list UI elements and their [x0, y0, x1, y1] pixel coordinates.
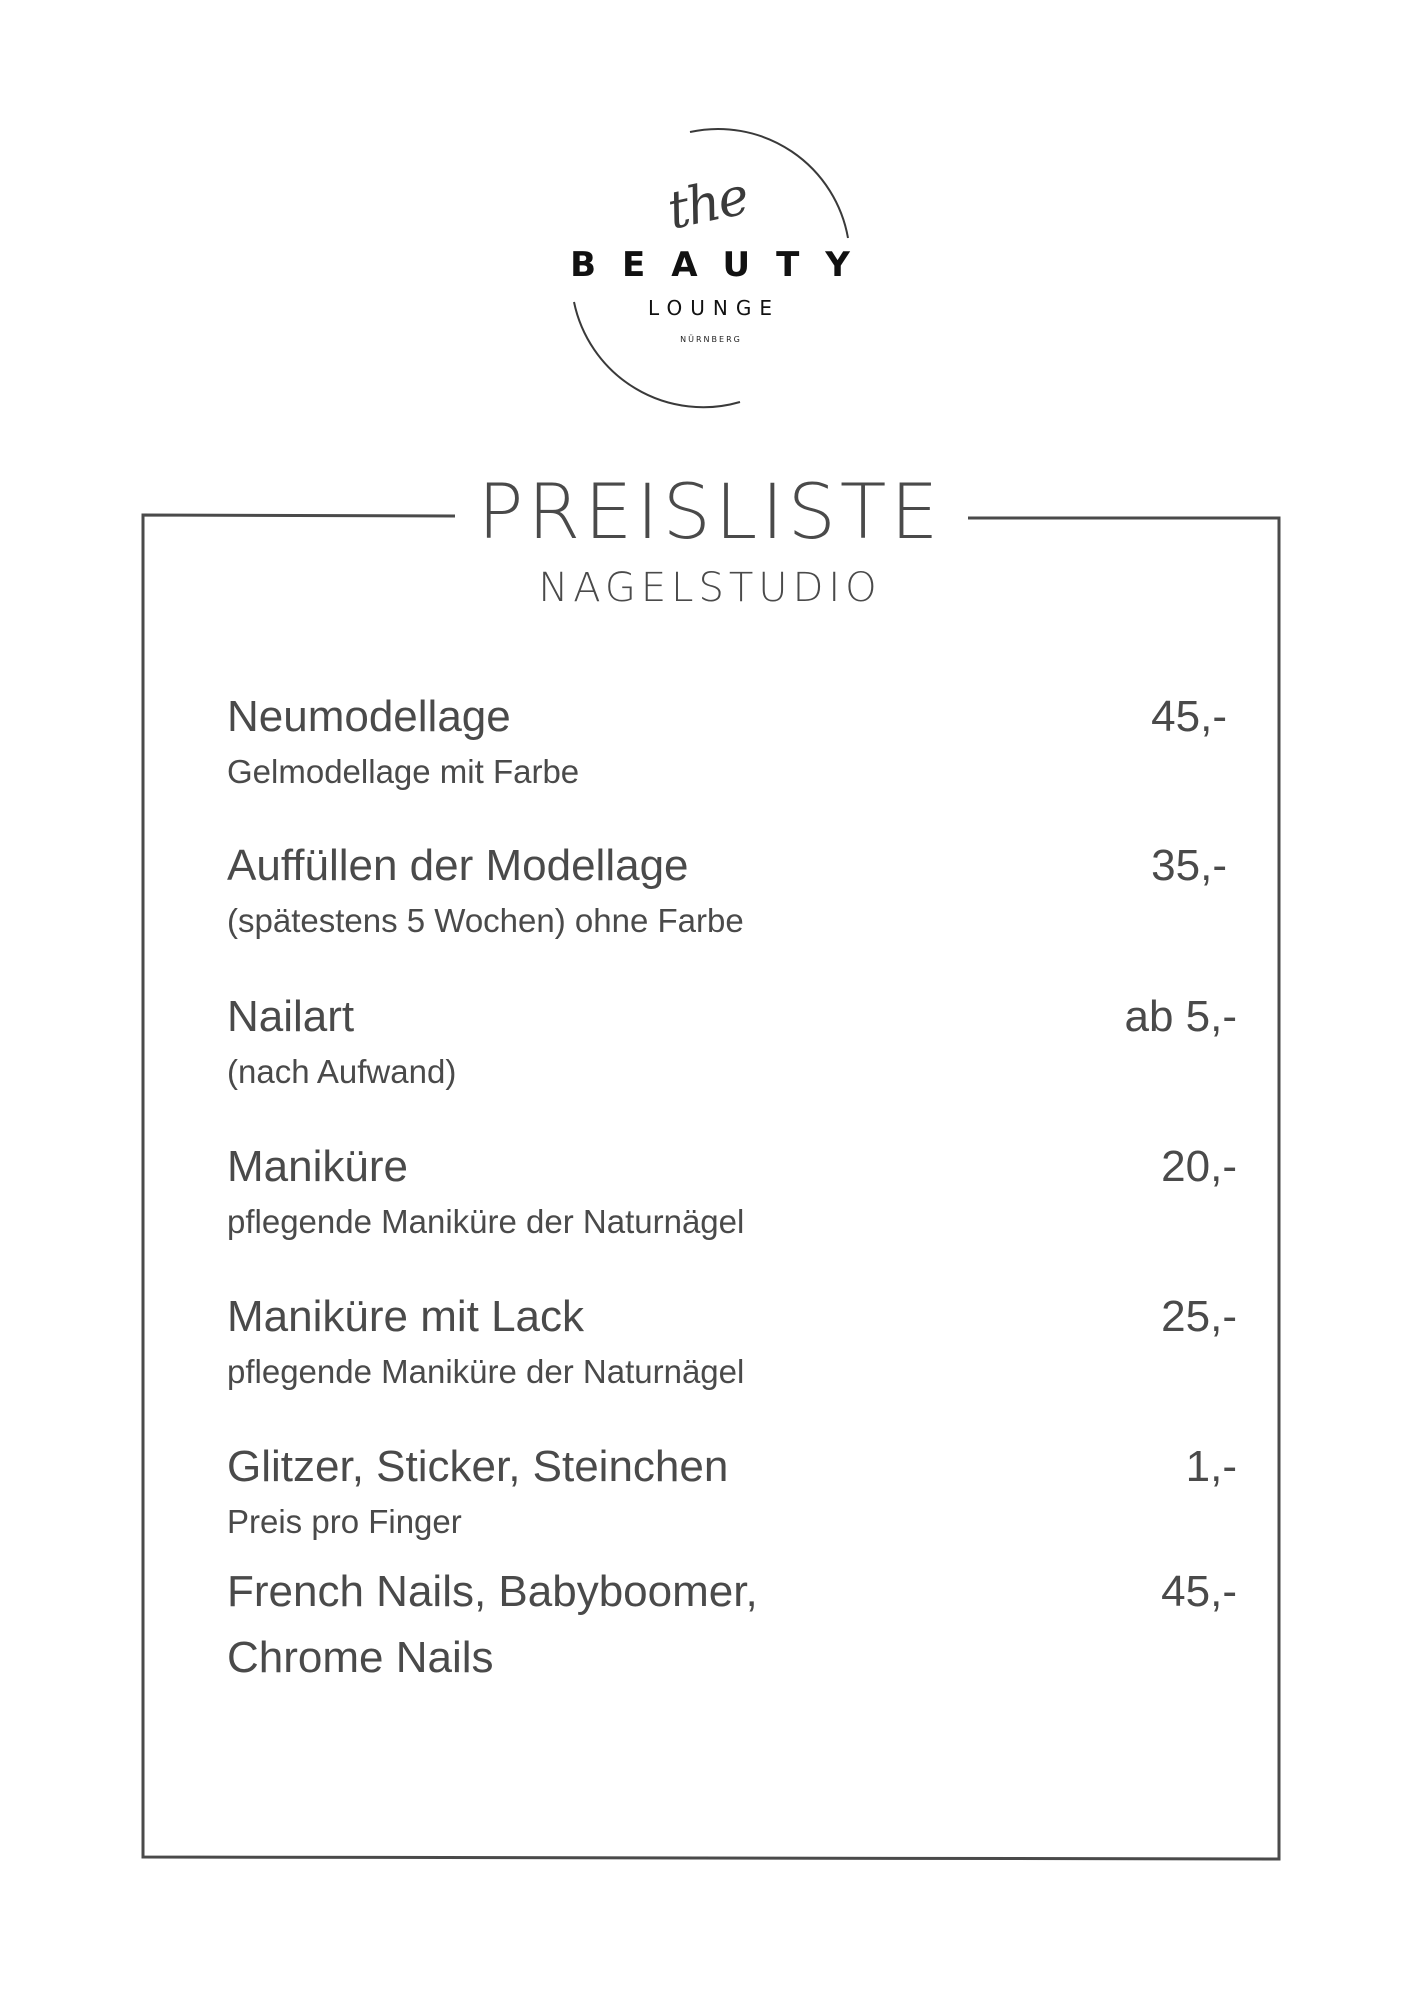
item-description: pflegende Maniküre der Naturnägel [227, 1353, 745, 1390]
item-price: 20,- [1161, 1142, 1237, 1191]
item-name-line-1: French Nails, Babyboomer, [227, 1567, 758, 1616]
item-price: ab 5,- [1124, 992, 1237, 1041]
item-name: Glitzer, Sticker, Steinchen [227, 1442, 729, 1491]
price-item-neumodellage [227, 684, 1237, 794]
logo-script-the: the [662, 166, 753, 242]
item-name-line-2: Chrome Nails [227, 1633, 494, 1682]
price-item-auffuellen [227, 833, 1237, 943]
item-description: (spätestens 5 Wochen) ohne Farbe [227, 902, 744, 939]
logo-brand: BEAUTY [570, 245, 876, 285]
item-name: Maniküre [227, 1142, 408, 1191]
item-name: Maniküre mit Lack [227, 1292, 585, 1341]
item-price: 45,- [1161, 1567, 1237, 1616]
price-item-manikuere-lack [227, 1284, 1237, 1394]
item-price: 25,- [1161, 1292, 1237, 1341]
page-subtitle: NAGELSTUDIO [538, 565, 882, 611]
page-title: PREISLISTE [477, 467, 943, 556]
item-description: Preis pro Finger [227, 1503, 462, 1540]
item-description: pflegende Maniküre der Naturnägel [227, 1203, 745, 1240]
item-name: Nailart [227, 992, 355, 1041]
item-description: Gelmodellage mit Farbe [227, 753, 580, 790]
item-name: Neumodellage [227, 692, 511, 741]
item-price: 35,- [1151, 841, 1227, 890]
price-item-french-nails [227, 1559, 1237, 1691]
item-price: 45,- [1151, 692, 1227, 741]
price-item-glitzer [227, 1434, 1237, 1544]
price-item-nailart [227, 984, 1237, 1094]
price-item-manikuere [227, 1134, 1237, 1244]
item-name: Auffüllen der Modellage [227, 841, 689, 890]
logo-city: NÜRNBERG [680, 335, 742, 344]
item-description: (nach Aufwand) [227, 1053, 457, 1090]
logo-subtitle: LOUNGE [648, 296, 780, 320]
item-price: 1,- [1185, 1442, 1237, 1491]
